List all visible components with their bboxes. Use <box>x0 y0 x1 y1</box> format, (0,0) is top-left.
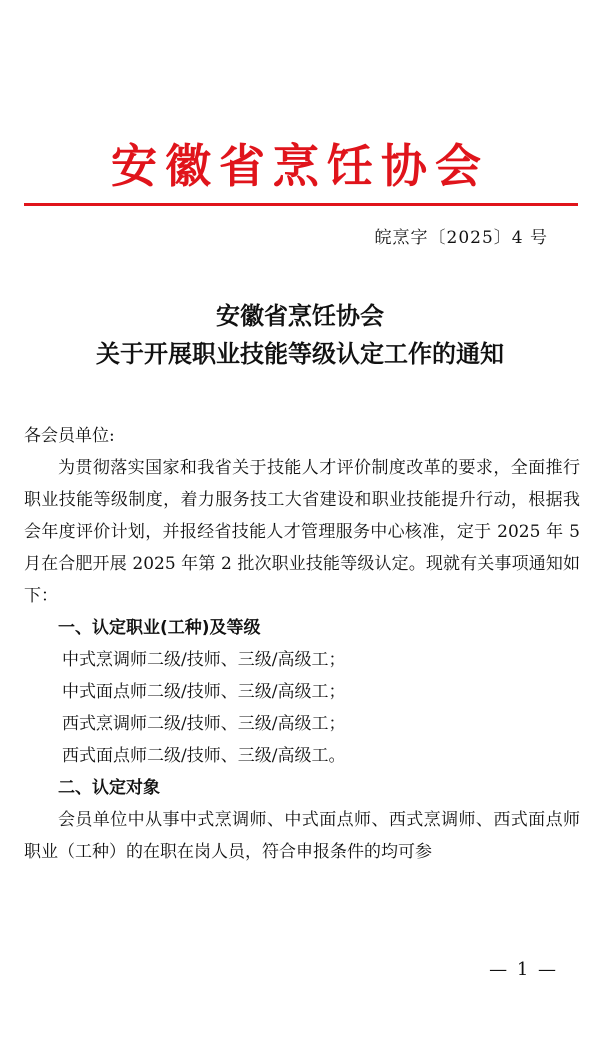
body-text <box>24 420 580 868</box>
document-number: 皖烹字〔2025〕4 号 <box>374 228 548 248</box>
page-number: — 1 — <box>489 959 558 980</box>
red-divider <box>24 203 578 206</box>
notice-title-line2: 关于开展职业技能等级认定工作的通知 <box>96 340 504 368</box>
section-heading-2: 二、认定对象 <box>58 778 160 798</box>
list-item: 西式烹调师二级/技师、三级/高级工； <box>62 714 346 734</box>
notice-title-line1: 安徽省烹饪协会 <box>216 302 384 330</box>
org-title: 安徽省烹饪协会 <box>111 139 489 193</box>
list-item: 中式面点师二级/技师、三级/高级工； <box>62 682 346 702</box>
paragraph-target: 会员单位中从事中式烹调师、中式面点师、西式烹调师、西式面点师职业（工种）的在职在岗人员，符合申报条件的均可参 <box>24 810 580 862</box>
paragraph-intro: 为贯彻落实国家和我省关于技能人才评价制度改革的要求，全面推行职业技能等级制度，着力服务技工大省建设和职业技能提升行动，根据我会年度评价计划，并报经省技能人才管理服务中心核准，定于 2025 年 5 月在合肥开展 2025 年第 2 批次职业技能等级认定。现就有关事项通知如下： <box>24 458 580 606</box>
section-heading-1: 一、认定职业(工种)及等级 <box>58 618 261 638</box>
list-item: 西式面点师二级/技师、三级/高级工。 <box>62 746 346 766</box>
list-item: 中式烹调师二级/技师、三级/高级工； <box>62 650 346 670</box>
salutation: 各会员单位: <box>24 426 115 446</box>
